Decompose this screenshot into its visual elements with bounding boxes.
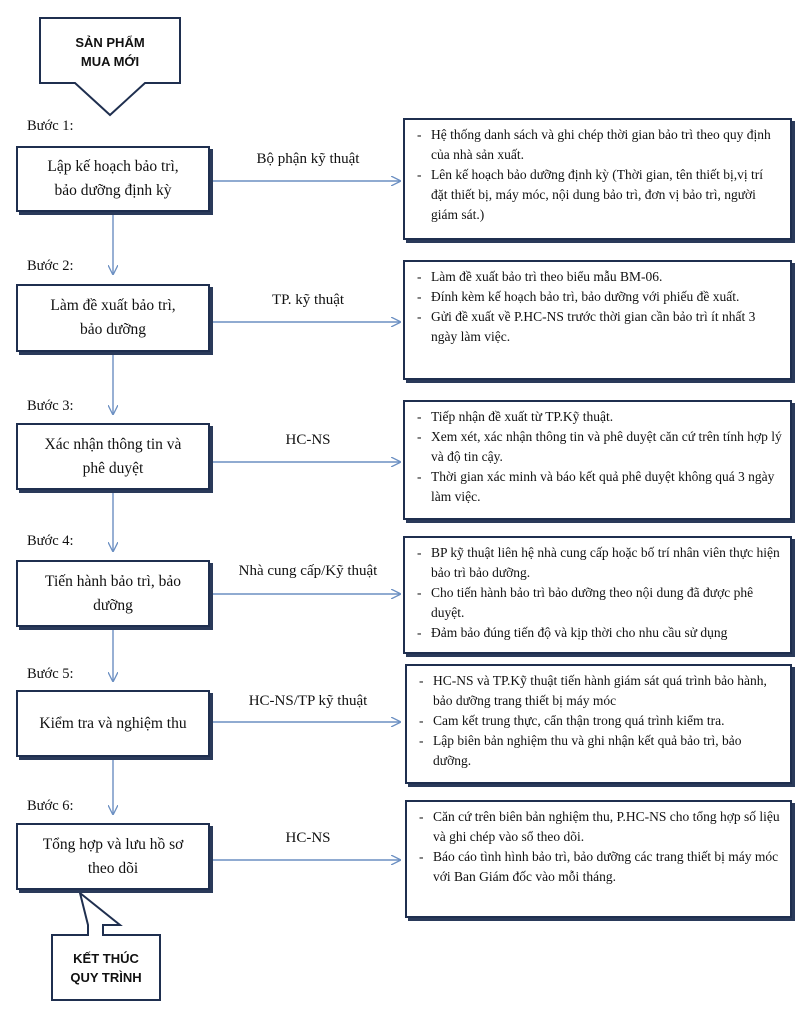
step-3-box <box>16 423 210 490</box>
step-5-detail-3: - Lập biên bản nghiệm thu và ghi nhận kết quả bảo trì, bảo dưỡng. <box>417 731 782 771</box>
step-6-box-line-1: Tổng hợp và lưu hồ sơ <box>42 835 184 853</box>
step-3-box-line-2: phê duyệt <box>82 459 144 477</box>
step-2-detail-2: - Đính kèm kế hoạch bảo trì, bảo dưỡng với phiếu đề xuất. <box>415 287 782 307</box>
step-1-detail-2: - Lên kế hoạch bảo dưỡng định kỳ (Thời gian, tên thiết bị,vị trí đặt thiết bị, máy móc, nội dung bảo trì, đơn vị bảo trì, người giám sát.) <box>415 165 782 225</box>
step-1-role: Bộ phận kỹ thuật <box>256 151 360 167</box>
step-4-detail-2: - Cho tiến hành bảo trì bảo dưỡng theo nội dung đã được phê duyệt. <box>415 583 782 623</box>
step-1-box <box>16 146 210 212</box>
step-1-label: Bước 1: <box>27 118 74 134</box>
step-5-box <box>16 690 210 757</box>
step-4-label: Bước 4: <box>27 533 74 549</box>
step-4-box-line-2: dưỡng <box>93 596 133 614</box>
start-terminal <box>40 24 180 80</box>
step-3-role: HC-NS <box>285 432 331 448</box>
step-4-details <box>403 536 792 654</box>
step-3-detail-3: - Thời gian xác minh và báo kết quả phê duyệt không quá 3 ngày làm việc. <box>415 467 782 507</box>
start-line-1: SẢN PHẨM <box>75 35 145 50</box>
step-2-box-line-2: bảo dưỡng <box>79 321 147 338</box>
step-6-label: Bước 6: <box>27 798 74 814</box>
step-5-details <box>405 664 792 784</box>
step-6-detail-2: - Báo cáo tình hình bảo trì, bảo dưỡng các trang thiết bị máy móc với Ban Giám đốc vào mỗi tháng. <box>417 847 782 887</box>
step-3-details <box>403 400 792 520</box>
step-2-role: TP. kỹ thuật <box>271 292 345 308</box>
step-1-box-line-2: bảo dưỡng định kỳ <box>54 182 172 199</box>
step-3-label: Bước 3: <box>27 398 74 414</box>
step-1-detail-1: - Hệ thống danh sách và ghi chép thời gian bảo trì theo quy định của nhà sản xuất. <box>415 125 782 165</box>
step-5-box-line-1: Kiểm tra và nghiệm thu <box>39 714 187 732</box>
step-4-role: Nhà cung cấp/Kỹ thuật <box>238 563 378 579</box>
step-2-detail-1: - Làm đề xuất bảo trì theo biểu mẫu BM-06. <box>415 267 782 287</box>
step-5-label: Bước 5: <box>27 666 74 682</box>
step-2-detail-3: - Gửi đề xuất về P.HC-NS trước thời gian cần bảo trì ít nhất 3 ngày làm việc. <box>415 307 782 347</box>
end-line-2: QUY TRÌNH <box>70 970 142 985</box>
end-terminal <box>52 938 160 998</box>
step-4-box-line-1: Tiến hành bảo trì, bảo <box>45 572 181 590</box>
step-4-box <box>16 560 210 627</box>
step-3-detail-1: - Tiếp nhận đề xuất từ TP.Kỹ thuật. <box>415 407 782 427</box>
step-2-label: Bước 2: <box>27 258 74 274</box>
step-3-box-line-1: Xác nhận thông tin và <box>44 435 182 453</box>
step-3-detail-2: - Xem xét, xác nhận thông tin và phê duyệt căn cứ trên tính hợp lý và độ tin cậy. <box>415 427 782 467</box>
step-5-detail-2: - Cam kết trung thực, cẩn thận trong quá trình kiểm tra. <box>417 711 782 731</box>
step-1-box-line-1: Lập kế hoạch bảo trì, <box>47 158 179 175</box>
step-4-detail-1: - BP kỹ thuật liên hệ nhà cung cấp hoặc bố trí nhân viên thực hiện bảo trì bảo dưỡng. <box>415 543 782 583</box>
step-6-box-line-2: theo dõi <box>87 859 139 877</box>
step-5-role: HC-NS/TP kỹ thuật <box>248 693 368 709</box>
step-5-detail-1: - HC-NS và TP.Kỹ thuật tiến hành giám sát quá trình bảo hành, bảo dưỡng trang thiết bị máy móc <box>417 671 782 711</box>
step-2-box <box>16 284 210 352</box>
step-1-details <box>403 118 792 240</box>
step-2-details <box>403 260 792 380</box>
start-line-2: MUA MỚI <box>80 54 140 69</box>
step-2-box-line-1: Làm đề xuất bảo trì, <box>50 297 176 314</box>
step-6-detail-1: - Căn cứ trên biên bản nghiệm thu, P.HC-NS cho tổng hợp số liệu và ghi chép vào sổ theo dõi. <box>417 807 782 847</box>
step-6-box <box>16 823 210 890</box>
end-line-1: KẾT THÚC <box>73 951 139 966</box>
step-6-details <box>405 800 792 918</box>
step-6-role: HC-NS <box>285 830 331 846</box>
step-4-detail-3: - Đảm bảo đúng tiến độ và kịp thời cho nhu cầu sử dụng <box>415 623 782 643</box>
